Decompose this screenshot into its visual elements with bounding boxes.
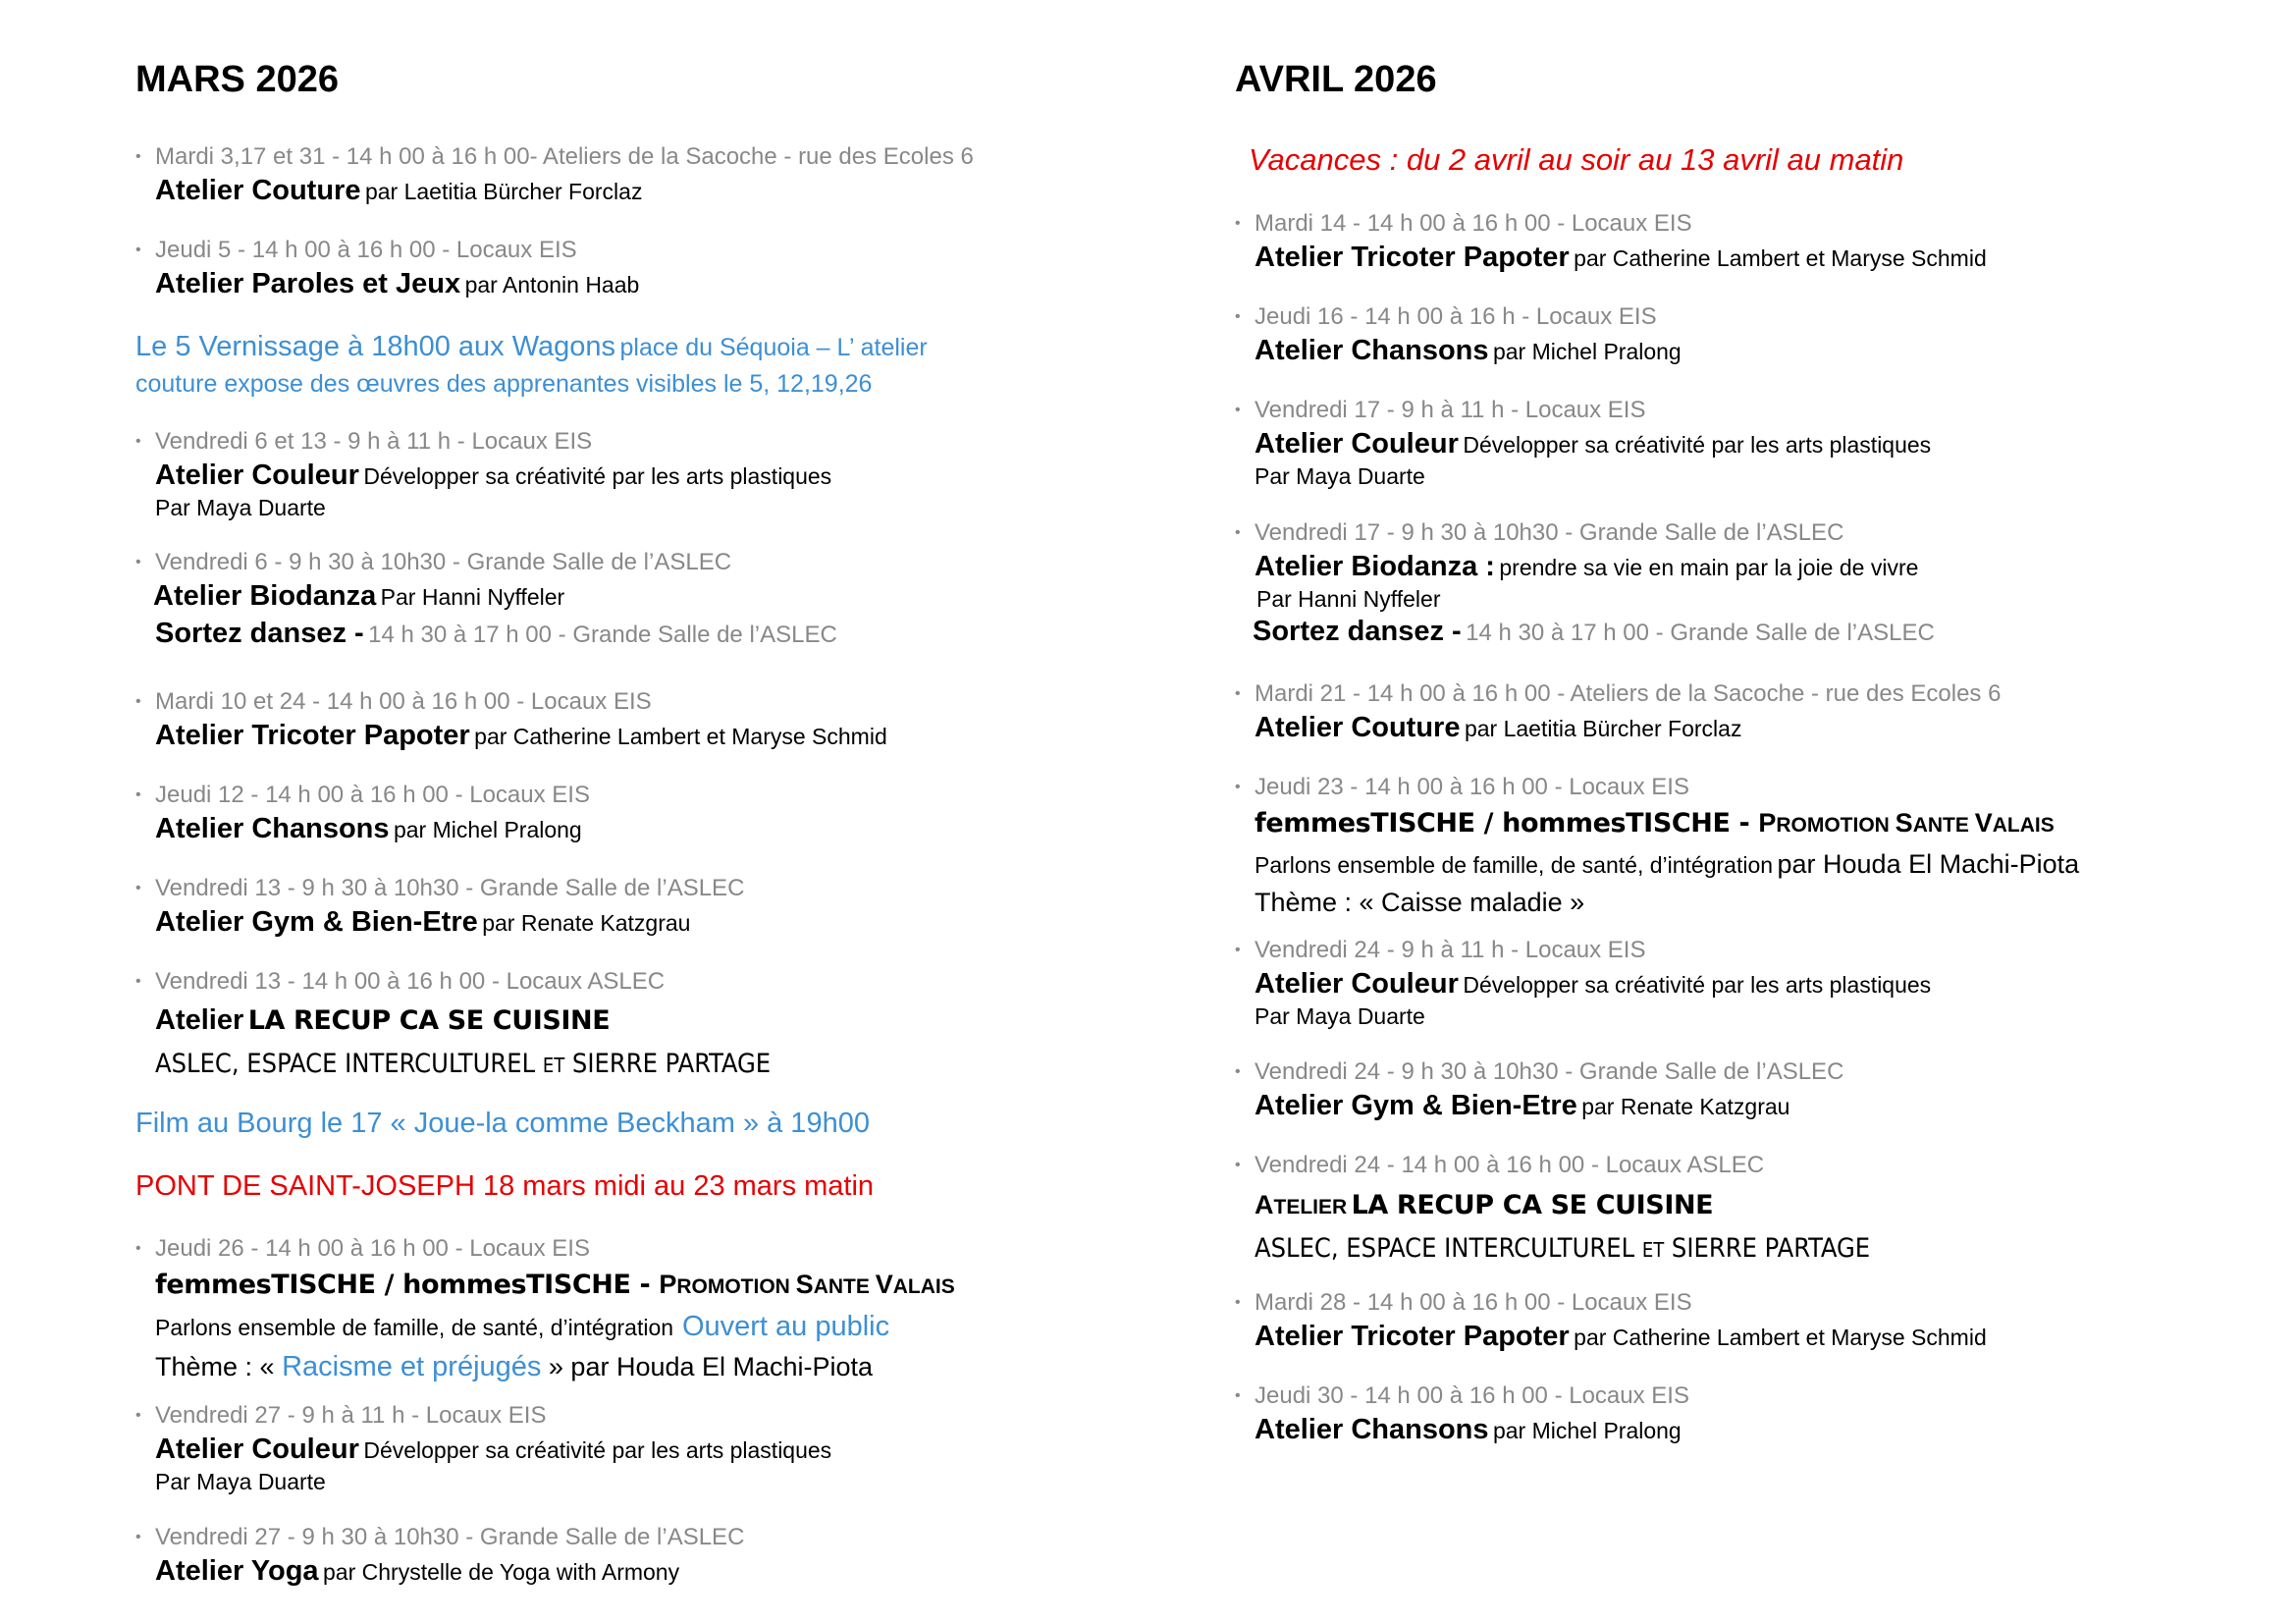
event-by: par Chrystelle de Yoga with Armony [323, 1559, 680, 1585]
event-title: Atelier [155, 1004, 244, 1036]
event-title: Atelier Gym & Bien-Etre [1255, 1090, 1577, 1121]
event-avril-couture [1235, 678, 2256, 745]
event-meta: Jeudi 16 - 14 h 00 à 16 h - Locaux EIS [1255, 303, 1657, 330]
vacances-note: Vacances : du 2 avril au soir au 13 avril au matin [1249, 142, 1904, 177]
event-meta-2: 14 h 30 à 17 h 00 - Grande Salle de l’ASLEC [368, 622, 837, 648]
avril-heading: AVRIL 2026 [1235, 59, 1437, 100]
bullet-icon: • [1235, 1157, 1241, 1173]
event-meta: Mardi 10 et 24 - 14 h 00 à 16 h 00 - Locaux EIS [155, 688, 652, 715]
bullet-icon: • [135, 1529, 141, 1545]
event-avril-couleur-24 [1235, 935, 2256, 1031]
event-avril-tricoter-28 [1235, 1287, 2256, 1354]
bullet-icon: • [1235, 1063, 1241, 1080]
event-meta: Vendredi 27 - 9 h à 11 h - Locaux EIS [155, 1402, 547, 1429]
event-by: prendre sa vie en main par la joie de vivre [1499, 555, 1919, 580]
bullet-icon: • [1235, 215, 1241, 232]
bullet-icon: • [135, 880, 141, 896]
bullet-icon: • [135, 242, 141, 258]
event-by: Développer sa créativité par les arts plastiques [1463, 432, 1932, 458]
event-by: par Laetitia Bürcher Forclaz [1464, 716, 1742, 741]
event-meta: Vendredi 13 - 14 h 00 à 16 h 00 - Locaux ASLEC [155, 968, 666, 995]
vernissage-note: Le 5 Vernissage à 18h00 aux Wagons place du Séquoia – L’ atelier couture expose des œuvres des apprenantes visibles le 5, 12,19,26 [135, 331, 928, 398]
event-title-2: Sortez dansez - [155, 618, 364, 649]
event-title: Atelier Chansons [1255, 335, 1489, 366]
event-by: Développer sa créativité par les arts plastiques [363, 463, 832, 489]
event-meta: Vendredi 24 - 9 h à 11 h - Locaux EIS [1255, 937, 1646, 963]
bullet-icon: • [135, 1240, 141, 1257]
event-avril-couleur [1235, 395, 2256, 491]
event-mars-gym [135, 873, 1166, 940]
event-meta: Jeudi 30 - 14 h 00 à 16 h 00 - Locaux EIS [1255, 1382, 1689, 1409]
event-mars-chansons [135, 780, 1166, 846]
event-title: A [1255, 1190, 1274, 1219]
event-title: Atelier Gym & Bien-Etre [155, 906, 478, 938]
event-meta: Jeudi 26 - 14 h 00 à 16 h 00 - Locaux EIS [155, 1235, 590, 1262]
event-mars-couleur-27 [135, 1400, 1166, 1496]
event-by: par Antonin Haab [464, 272, 640, 298]
event-meta: Vendredi 24 - 9 h 30 à 10h30 - Grande Salle de l’ASLEC [1255, 1058, 1844, 1085]
event-title: Atelier Couture [1255, 712, 1461, 743]
event-by: Par Hanni Nyffeler [380, 584, 565, 610]
event-title-2: Sortez dansez - [1253, 616, 1462, 647]
event-meta: Jeudi 23 - 14 h 00 à 16 h 00 - Locaux EIS [1255, 774, 1689, 800]
bullet-icon: • [135, 973, 141, 990]
event-mars-biodanza [135, 547, 1166, 651]
event-title: Atelier Tricoter Papoter [155, 720, 470, 751]
bullet-icon: • [1235, 1387, 1241, 1404]
event-title-b: LA RECUP CA SE CUISINE [1351, 1190, 1714, 1220]
event-by: par Catherine Lambert et Maryse Schmid [474, 724, 887, 749]
event-mars-femmestische: • Jeudi 26 - 14 h 00 à 16 h 00 - Locaux EIS femmesTISCHE / hommesTISCHE - PROMOTION SANTE VALAIS Parlons ensemble de famille, de santé, d’intégration Ouvert au public Thème : « Racisme et préjugés » par Houda El Machi-Piota [135, 1235, 955, 1382]
film-note: Film au Bourg le 17 « Joue-la comme Beckham » à 19h00 [135, 1108, 870, 1139]
event-sub: Par Maya Duarte [155, 1469, 326, 1494]
bullet-icon: • [135, 148, 141, 165]
event-by: par Catherine Lambert et Maryse Schmid [1574, 245, 1987, 271]
event-meta: Mardi 3,17 et 31 - 14 h 00 à 16 h 00- Ateliers de la Sacoche - rue des Ecoles 6 [155, 143, 974, 170]
bullet-icon: • [135, 433, 141, 450]
event-mars-couture [135, 141, 1166, 208]
event-sub: Par Maya Duarte [1255, 463, 1425, 489]
event-title: Atelier Couture [155, 175, 361, 206]
event-meta: Mardi 28 - 14 h 00 à 16 h 00 - Locaux EIS [1255, 1289, 1692, 1316]
event-by: par Michel Pralong [393, 817, 582, 842]
event-title-b: LA RECUP CA SE CUISINE [247, 1005, 611, 1036]
event-meta: Vendredi 27 - 9 h 30 à 10h30 - Grande Salle de l’ASLEC [155, 1524, 745, 1550]
event-by: par Renate Katzgrau [482, 910, 691, 936]
event-avril-femmestische: • Jeudi 23 - 14 h 00 à 16 h 00 - Locaux EIS femmesTISCHE / hommesTISCHE - PROMOTION SANTE VALAIS Parlons ensemble de famille, de santé, d’intégration par Houda El Machi-Piota Thème : « Caisse maladie » [1235, 774, 2080, 917]
event-title: Atelier Couleur [1255, 428, 1459, 460]
event-title: Atelier Couleur [155, 1434, 359, 1465]
event-meta: Vendredi 6 - 9 h 30 à 10h30 - Grande Salle de l’ASLEC [155, 549, 732, 575]
event-by: par Catherine Lambert et Maryse Schmid [1574, 1325, 1987, 1350]
event-avril-recup: • Vendredi 24 - 14 h 00 à 16 h 00 - Locaux ASLEC ATELIER LA RECUP CA SE CUISINE ASLEC, ESPACE INTERCULTUREL ET SIERRE PARTAGE [1235, 1152, 1871, 1264]
bullet-icon: • [1235, 942, 1241, 958]
event-title: Atelier Tricoter Papoter [1255, 1321, 1570, 1352]
event-meta: Jeudi 12 - 14 h 00 à 16 h 00 - Locaux EIS [155, 782, 590, 808]
bullet-icon: • [135, 693, 141, 710]
event-mars-tricoter [135, 686, 1166, 753]
pont-note: PONT DE SAINT-JOSEPH 18 mars midi au 23 mars matin [135, 1170, 875, 1202]
event-meta: Vendredi 17 - 9 h à 11 h - Locaux EIS [1255, 397, 1646, 423]
event-title: Atelier Couleur [155, 460, 359, 491]
event-by: Développer sa créativité par les arts plastiques [363, 1437, 832, 1463]
bullet-icon: • [135, 554, 141, 570]
event-avril-tricoter [1235, 208, 2256, 275]
event-by: par Laetitia Bürcher Forclaz [364, 179, 643, 204]
event-title: Atelier Biodanza [153, 580, 377, 612]
event-mars-yoga [135, 1522, 1166, 1589]
event-title: femmesTISCHE / hommesTISCHE - [155, 1270, 660, 1300]
event-by: Développer sa créativité par les arts plastiques [1463, 972, 1932, 998]
event-meta: Jeudi 5 - 14 h 00 à 16 h 00 - Locaux EIS [155, 237, 577, 263]
event-title: Atelier Chansons [155, 813, 390, 844]
event-meta-2: 14 h 30 à 17 h 00 - Grande Salle de l’ASLEC [1466, 620, 1935, 646]
event-title: Atelier Chansons [1255, 1414, 1489, 1445]
event-sub: Par Hanni Nyffeler [1256, 586, 1441, 612]
event-by: par Michel Pralong [1492, 339, 1682, 364]
event-sub: Par Maya Duarte [1255, 1003, 1425, 1029]
event-by: par Renate Katzgrau [1581, 1094, 1790, 1119]
event-mars-recup: • Vendredi 13 - 14 h 00 à 16 h 00 - Locaux ASLEC Atelier LA RECUP CA SE CUISINE ASLEC, ESPACE INTERCULTUREL ET SIERRE PARTAGE [135, 968, 772, 1079]
event-title: Atelier Couleur [1255, 968, 1459, 1000]
bullet-icon: • [1235, 402, 1241, 418]
bullet-icon: • [1235, 1294, 1241, 1311]
event-avril-gym [1235, 1056, 2256, 1123]
mars-heading: MARS 2026 [135, 59, 339, 100]
bullet-icon: • [135, 786, 141, 803]
event-meta: Mardi 14 - 14 h 00 à 16 h 00 - Locaux EIS [1255, 210, 1692, 237]
event-title: Atelier Tricoter Papoter [1255, 242, 1570, 273]
event-meta: Mardi 21 - 14 h 00 à 16 h 00 - Ateliers de la Sacoche - rue des Ecoles 6 [1255, 680, 2002, 707]
bullet-icon: • [1235, 685, 1241, 702]
event-avril-chansons-30 [1235, 1380, 2256, 1447]
event-title: femmesTISCHE / hommesTISCHE - [1255, 808, 1759, 839]
event-title: Atelier Biodanza : [1255, 551, 1495, 582]
event-title: Atelier Yoga [155, 1555, 319, 1587]
event-mars-couleur [135, 426, 1166, 522]
event-by: par Michel Pralong [1492, 1418, 1682, 1443]
bullet-icon: • [1235, 779, 1241, 795]
event-mars-paroles-jeux [135, 235, 1166, 301]
bullet-icon: • [1235, 524, 1241, 541]
event-meta: Vendredi 13 - 9 h 30 à 10h30 - Grande Salle de l’ASLEC [155, 875, 745, 901]
event-title: Atelier Paroles et Jeux [155, 268, 461, 299]
event-sub: Par Maya Duarte [155, 495, 326, 520]
bullet-icon: • [1235, 308, 1241, 325]
event-meta: Vendredi 24 - 14 h 00 à 16 h 00 - Locaux ASLEC [1255, 1152, 1765, 1178]
event-meta: Vendredi 17 - 9 h 30 à 10h30 - Grande Salle de l’ASLEC [1255, 519, 1844, 546]
event-avril-chansons [1235, 301, 2256, 368]
event-avril-biodanza [1235, 517, 2256, 649]
bullet-icon: • [135, 1407, 141, 1424]
event-meta: Vendredi 6 et 13 - 9 h à 11 h - Locaux EIS [155, 428, 593, 455]
